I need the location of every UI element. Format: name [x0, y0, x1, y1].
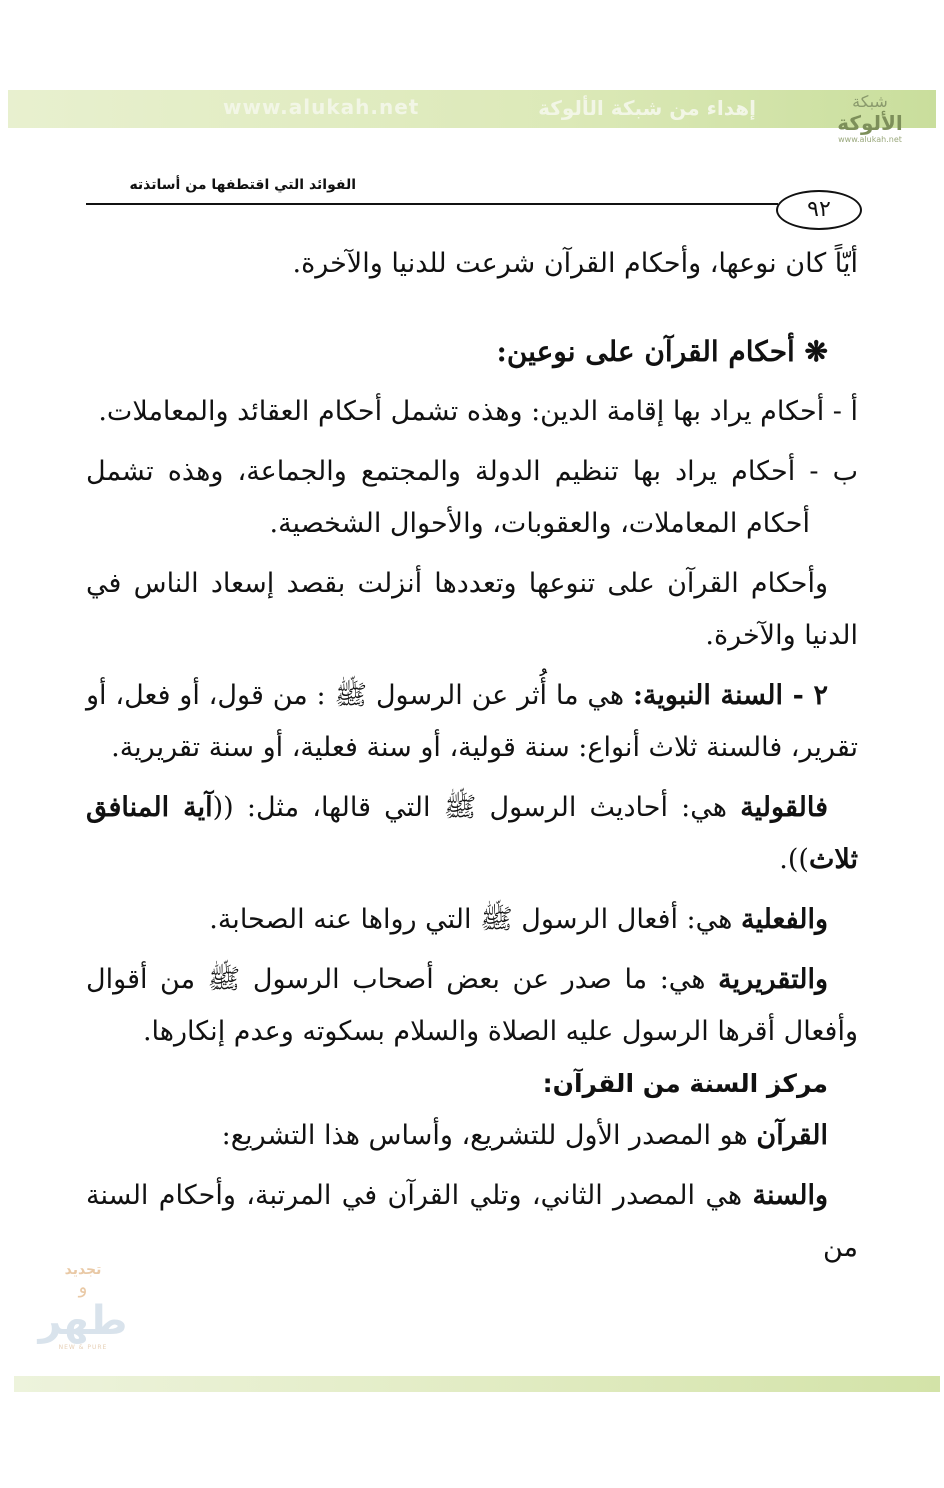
paragraph-practical-sunnah	[86, 894, 858, 946]
banner-url: www.alukah.net	[223, 95, 420, 119]
watermark-mid-text: و	[78, 1277, 88, 1298]
quran-text: هو المصدر الأول للتشريع، وأساس هذا التشريع:	[221, 1120, 757, 1151]
paragraph-verbal-sunnah	[86, 782, 858, 886]
practical-label: والفعلية	[740, 904, 828, 935]
running-title: الفوائد التي اقتطفها من أساتذته	[129, 177, 356, 193]
banner-tagline: إهداء من شبكة الألوكة	[538, 96, 756, 120]
alukah-logo	[822, 92, 918, 144]
list-item-b: ب - أحكام يراد بها تنظيم الدولة والمجتمع والجماعة، وهذه تشمل أحكام المعاملات، والعقوبات، والأحوال الشخصية.	[86, 456, 858, 539]
watermark-logo	[22, 1262, 144, 1362]
page-body	[86, 238, 858, 1274]
sunnah-text: هي ما أُثر عن الرسول ﷺ : من قول، أو فعل، أو تقرير، فالسنة ثلاث أنواع: سنة قولية، أو سنة فعلية، أو سنة تقريرية.	[86, 680, 858, 763]
paragraph-quran-source	[86, 1110, 858, 1162]
watermark-top-text: تجديد	[64, 1262, 102, 1278]
sunnah-source-label: والسنة	[752, 1180, 828, 1211]
paragraph-quran-purpose: وأحكام القرآن على تنوعها وتعددها أنزلت بقصد إسعاد الناس في الدنيا والآخرة.	[86, 568, 858, 651]
paragraph-sunnah-definition	[86, 670, 858, 774]
approval-label: والتقريرية	[718, 964, 828, 995]
practical-text: هي: أفعال الرسول ﷺ التي رواها عنه الصحابة.	[209, 904, 741, 935]
verbal-label: فالقولية	[740, 792, 829, 823]
footer-band	[14, 1376, 940, 1392]
sunnah-source-text: هي المصدر الثاني، وتلي القرآن في المرتبة، وأحكام السنة من	[86, 1180, 858, 1263]
verbal-text: هي: أحاديث الرسول ﷺ التي قالها، مثل: ((	[212, 792, 741, 823]
approval-text: هي: ما صدر عن بعض أصحاب الرسول ﷺ من أقوال وأفعال أقرها الرسول عليه الصلاة والسلام بسكوته وعدم إنكارها.	[86, 964, 858, 1047]
section-heading-sunnah-position: مركز السنة من القرآن:	[542, 1069, 828, 1098]
page-number: ٩٢	[776, 190, 862, 230]
quran-label: القرآن	[756, 1120, 828, 1151]
watermark-main-text: طهر	[38, 1298, 128, 1344]
section-heading-quran-rulings: ❋ أحكام القرآن على نوعين:	[496, 335, 828, 368]
header-rule	[86, 203, 778, 205]
sunnah-label: ٢ - السنة النبوية:	[632, 680, 828, 711]
paragraph-approval-sunnah	[86, 954, 858, 1058]
logo-main-text: الألوكة	[837, 111, 903, 135]
paragraph-sunnah-source	[86, 1170, 858, 1274]
verbal-quote: آية المنافق ثلاث	[86, 792, 858, 875]
logo-url-text: www.alukah.net	[838, 135, 902, 144]
list-item-a: أ - أحكام يراد بها إقامة الدين: وهذه تشمل أحكام العقائد والمعاملات.	[98, 396, 858, 427]
verbal-end: )).	[779, 844, 809, 875]
watermark-sub-text: NEW & PURE	[58, 1344, 108, 1351]
paragraph-continuation: أيّاً كان نوعها، وأحكام القرآن شرعت للدنيا والآخرة.	[292, 248, 858, 279]
alukah-banner	[8, 90, 936, 144]
logo-small-text: شبكة	[852, 92, 888, 111]
